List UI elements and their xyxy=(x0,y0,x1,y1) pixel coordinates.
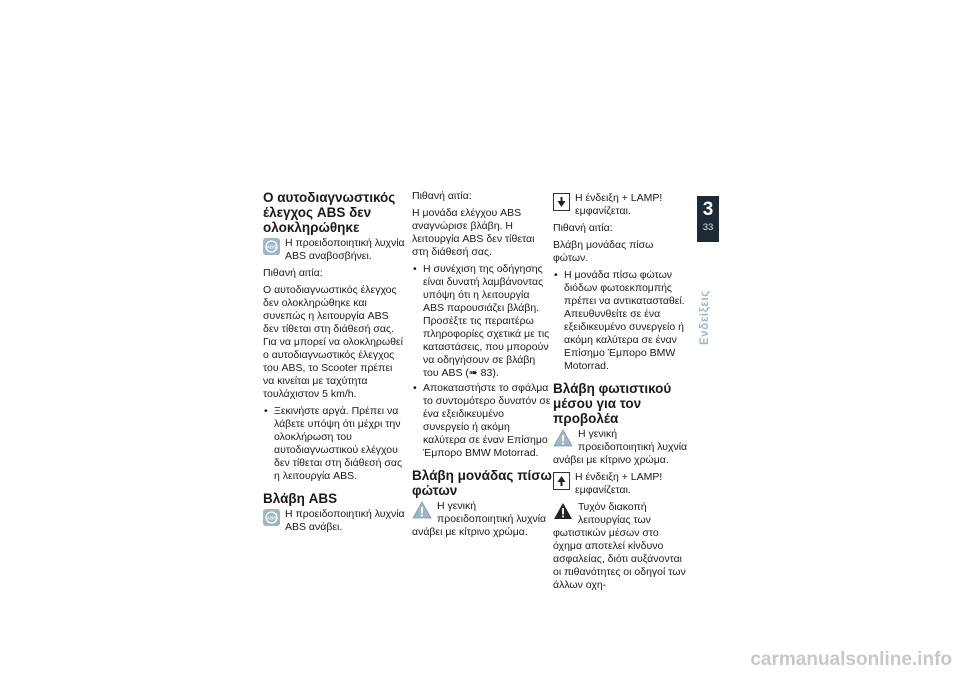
bullet-continue-riding: • Η συνέχιση της οδήγησης είναι δυνατή λαμβάνοντας υπόψη ότι η λειτουργία ABS παρουσιάζει βλάβη. Προσέξτε τις περαιτέρω πληροφορίες σχετικά με τις καταστάσεις, που μπορούν να οδηγήσουν σε βλάβη του ABS (➠ 83). xyxy=(412,263,552,380)
watermark: carmanualsonline.info xyxy=(750,649,952,670)
chapter-tab xyxy=(697,196,719,242)
lamp-display-block-1 xyxy=(553,192,690,218)
cause-label: Πιθανή αιτία: xyxy=(263,267,323,279)
lamp-display-block-2 xyxy=(553,471,690,497)
general-warning-text: Η γενική προειδοποιητική λυχνία ανάβει με κίτρινο χρώμα. xyxy=(412,500,547,538)
general-warning-icon xyxy=(412,501,432,519)
abs-warning-block-2 xyxy=(263,508,405,534)
abs-warning-block-1 xyxy=(263,237,405,263)
abs-warning-lamp-icon xyxy=(263,509,280,526)
general-warning-text-2: Η γενική προειδοποιητική λυχνία ανάβει με κίτρινο χρώμα. xyxy=(553,428,688,466)
paragraph-rear-light: Βλάβη μονάδας πίσω φώτων. xyxy=(553,239,654,264)
bullet-start-slowly: • Ξεκινήστε αργά. Πρέπει να λάβετε υπόψη ότι μέχρι την ολοκλήρωση του αυτοδιαγνωστικού ελέγχου δεν τίθεται στη διάθεσή σας η λειτουργία ABS. xyxy=(263,405,405,483)
bullet-replace-led: • Η μονάδα πίσω φώτων διόδων φωτοεκπομπής πρέπει να αντικατασταθεί. Απευθυνθείτε σε ένα εξειδικευμένο συνεργείο ή ακόμη καλύτερα σε έναν Επίσημο Έμπορο BMW Motorrad. xyxy=(553,269,690,373)
page-number: 33 xyxy=(702,222,714,233)
lamp-display-text-1: Η ένδειξη + LAMP! εμφανίζεται. xyxy=(575,192,663,217)
abs-warning-text-2: Η προειδοποιητική λυχνία ABS ανάβει. xyxy=(285,508,405,533)
rear-light-indicator-icon xyxy=(553,193,570,211)
paragraph-abs-fault: Η μονάδα ελέγχου ABS αναγνώρισε βλάβη. Η λειτουργία ABS δεν τίθεται στη διάθεσή σας. xyxy=(412,207,535,258)
column-2 xyxy=(412,190,552,543)
heading-abs-fault: Βλάβη ABS xyxy=(263,491,338,506)
general-warning-block-2 xyxy=(553,428,690,467)
cause-label: Πιθανή αιτία: xyxy=(412,190,472,202)
chapter-side-label: Ενδείξεις xyxy=(699,290,711,345)
cause-label: Πιθανή αιτία: xyxy=(553,222,613,234)
chapter-number: 3 xyxy=(702,199,714,220)
svg-text:ABS: ABS xyxy=(266,244,277,250)
heading-headlight-bulb-fault: Βλάβη φωτιστικού μέσου για τον προβολέα xyxy=(553,381,672,426)
safety-warning-text: Τυχόν διακοπή λειτουργίας των φωτιστικών μέσων στο όχημα αποτελεί κίνδυνο ασφαλείας, διότι αυξάνονται οι πιθανότητες οι οδηγοί των άλλων οχη- xyxy=(553,501,686,591)
safety-warning-block xyxy=(553,501,690,592)
heading-rear-light-fault: Βλάβη μονάδας πίσω φώτων xyxy=(412,468,552,498)
abs-warning-lamp-icon xyxy=(263,238,280,255)
bullet-repair-fault: • Αποκαταστήστε το σφάλμα το συντομότερο δυνατόν σε ένα εξειδικευμένο συνεργείο ή ακόμη καλύτερα σε έναν Επίσημο Έμπορο BMW Motorrad. xyxy=(412,382,552,460)
column-3 xyxy=(553,190,690,596)
paragraph-self-diagnosis: Ο αυτοδιαγνωστικός έλεγχος δεν ολοκληρώθηκε και συνεπώς η λειτουργία ABS δεν τίθεται στη διάθεσή σας. Για να μπορεί να ολοκληρωθεί ο αυτοδιαγνωστικός έλεγχος του ABS, το Scooter πρέπει να κινείται με ταχύτητα τουλάχιστον 5 km/h. xyxy=(263,284,403,400)
column-1 xyxy=(263,190,405,538)
svg-text:ABS: ABS xyxy=(266,515,277,521)
abs-warning-text-1: Η προειδοποιητική λυχνία ABS αναβοσβήνει. xyxy=(285,237,405,262)
lamp-display-text-2: Η ένδειξη + LAMP! εμφανίζεται. xyxy=(575,471,663,496)
headlight-indicator-icon xyxy=(553,472,570,490)
general-warning-icon xyxy=(553,429,573,447)
heading-abs-self-diagnosis: Ο αυτοδιαγνωστικός έλεγχος ABS δεν ολοκληρώθηκε xyxy=(263,190,396,235)
safety-warning-icon xyxy=(553,502,573,520)
general-warning-block xyxy=(412,500,552,539)
